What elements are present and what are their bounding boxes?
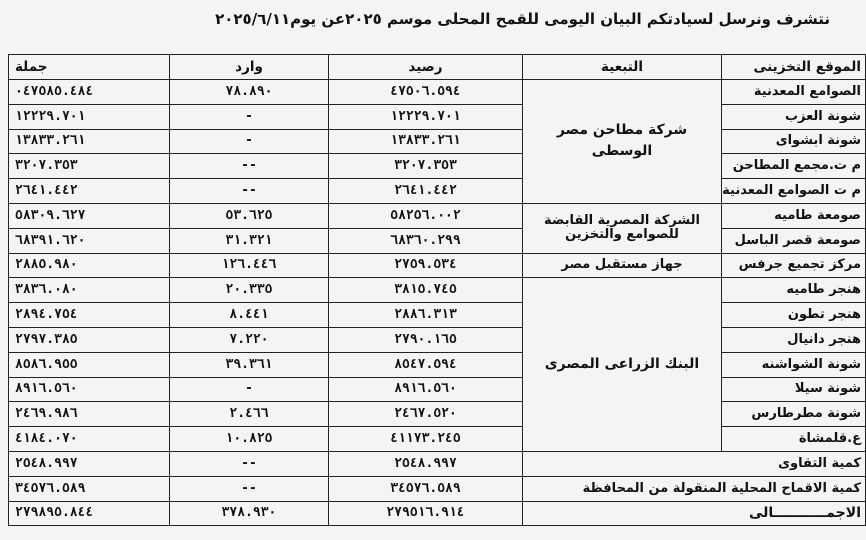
site-cell: شونة الشواشنه	[722, 352, 866, 377]
balance-cell: ٣٤٥٧٦.٥٨٩	[329, 476, 523, 501]
header-total: جملة	[9, 55, 170, 80]
site-cell: صومعة طاميه	[722, 203, 866, 228]
total-cell: ٢٧٩٧.٣٨٥	[9, 327, 170, 352]
header-site: الموقع التخزينى	[722, 55, 866, 80]
header-affiliation: التبعية	[523, 55, 722, 80]
balance-cell: ٢٤٦٧.٥٢٠	[329, 402, 523, 427]
affiliation-cell: جهاز مستقبل مصر	[523, 253, 722, 278]
summary-label: كمية الاقماح المحلية المنقولة من المحافظة	[523, 476, 866, 501]
balance-cell: ٣٨١٥.٧٤٥	[329, 278, 523, 303]
total-cell: ٢٤٦٩.٩٨٦	[9, 402, 170, 427]
total-cell: ٢٦٤١.٤٤٢	[9, 179, 170, 204]
total-cell: ٢٨٨٥.٩٨٠	[9, 253, 170, 278]
table-row	[9, 228, 866, 253]
incoming-cell: ٥٣.٦٢٥	[170, 203, 329, 228]
table-row	[9, 80, 866, 105]
site-cell: مركز تجميع جرفس	[722, 253, 866, 278]
wheat-table	[8, 54, 866, 526]
incoming-cell: --	[170, 179, 329, 204]
incoming-cell: ٣٧٨.٩٣٠	[170, 501, 329, 526]
total-cell: ٢٨٩٤.٧٥٤	[9, 303, 170, 328]
balance-cell: ١٢٢٢٩.٧٠١	[329, 104, 523, 129]
site-cell: م ت الصوامع المعدنية	[722, 179, 866, 204]
affiliation-cell: الشركة المصرية القابضة للصوامع والتخزين	[523, 203, 722, 253]
table-row	[9, 203, 866, 228]
table-row	[9, 303, 866, 328]
site-cell: صومعة قصر الباسل	[722, 228, 866, 253]
table-row	[9, 327, 866, 352]
incoming-cell: ٣١.٣٢١	[170, 228, 329, 253]
table-row	[9, 377, 866, 402]
total-cell: ٢٧٩٨٩٥.٨٤٤	[9, 501, 170, 526]
balance-cell: ٨٥٤٧.٥٩٤	[329, 352, 523, 377]
site-cell: شونة العزب	[722, 104, 866, 129]
total-cell: ٨٥٨٦.٩٥٥	[9, 352, 170, 377]
total-cell: ٦٨٣٩١.٦٢٠	[9, 228, 170, 253]
incoming-cell: ٢٠.٣٣٥	[170, 278, 329, 303]
balance-cell: ٢٧٥٩.٥٣٤	[329, 253, 523, 278]
summary-label: الاجمـــــــــــالى	[523, 501, 866, 526]
site-cell: ع.قلمشاة	[722, 427, 866, 452]
incoming-cell: --	[170, 154, 329, 179]
total-cell: ٢٥٤٨.٩٩٧	[9, 451, 170, 476]
table-row	[9, 104, 866, 129]
incoming-cell: ٨.٤٤١	[170, 303, 329, 328]
header-balance: رصيد	[329, 55, 523, 80]
summary-row-grand-total	[9, 501, 866, 526]
total-cell: ٠٤٧٥٨٥.٤٨٤	[9, 80, 170, 105]
summary-row-seeds	[9, 451, 866, 476]
site-cell: هنجر تطون	[722, 303, 866, 328]
summary-row-transferred	[9, 476, 866, 501]
balance-cell: ٢٦٤١.٤٤٢	[329, 179, 523, 204]
table-row	[9, 402, 866, 427]
incoming-cell: ١٢٦.٤٤٦	[170, 253, 329, 278]
total-cell: ١٢٢٢٩.٧٠١	[9, 104, 170, 129]
table-row	[9, 179, 866, 204]
incoming-cell: -	[170, 377, 329, 402]
affiliation-cell: البنك الزراعى المصرى	[523, 278, 722, 452]
table-row	[9, 427, 866, 452]
balance-cell: ٦٨٣٦٠.٢٩٩	[329, 228, 523, 253]
wheat-table-container	[8, 54, 861, 526]
table-row	[9, 253, 866, 278]
site-cell: هنجر طاميه	[722, 278, 866, 303]
balance-cell: ٢٧٩٥١٦.٩١٤	[329, 501, 523, 526]
balance-cell: ٢٨٨٦.٣١٣	[329, 303, 523, 328]
incoming-cell: -	[170, 104, 329, 129]
total-cell: ٥٨٣٠٩.٦٢٧	[9, 203, 170, 228]
table-row	[9, 352, 866, 377]
header-row	[9, 55, 866, 80]
total-cell: ١٣٨٣٣.٢٦١	[9, 129, 170, 154]
balance-cell: ٨٩١٦.٥٦٠	[329, 377, 523, 402]
balance-cell: ٢٥٤٨.٩٩٧	[329, 451, 523, 476]
incoming-cell: --	[170, 451, 329, 476]
header-incoming: وارد	[170, 55, 329, 80]
incoming-cell: ٢.٤٦٦	[170, 402, 329, 427]
total-cell: ٣٢٠٧.٣٥٣	[9, 154, 170, 179]
total-cell: ٨٩١٦.٥٦٠	[9, 377, 170, 402]
table-row	[9, 278, 866, 303]
total-cell: ٣٤٥٧٦.٥٨٩	[9, 476, 170, 501]
balance-cell: ٤١١٧٣.٢٤٥	[329, 427, 523, 452]
balance-cell: ٣٢٠٧.٣٥٣	[329, 154, 523, 179]
site-cell: الصوامع المعدنية	[722, 80, 866, 105]
incoming-cell: ١٠.٨٢٥	[170, 427, 329, 452]
incoming-cell: --	[170, 476, 329, 501]
document-title: نتشرف ونرسل لسيادتكم البيان اليومى للقمح المحلى موسم ٢٠٢٥عن يوم٢٠٢٥/٦/١١	[215, 10, 830, 28]
balance-cell: ٥٨٢٥٦.٠٠٢	[329, 203, 523, 228]
incoming-cell: -	[170, 129, 329, 154]
balance-cell: ٢٧٩٠.١٦٥	[329, 327, 523, 352]
site-cell: شونة مطرطارس	[722, 402, 866, 427]
total-cell: ٤١٨٤.٠٧٠	[9, 427, 170, 452]
affiliation-cell: شركة مطاحن مصر الوسطى	[523, 80, 722, 204]
balance-cell: ٤٧٥٠٦.٥٩٤	[329, 80, 523, 105]
incoming-cell: ٧.٢٢٠	[170, 327, 329, 352]
incoming-cell: ٣٩.٣٦١	[170, 352, 329, 377]
incoming-cell: ٧٨.٨٩٠	[170, 80, 329, 105]
site-cell: شونة ابشواى	[722, 129, 866, 154]
summary-label: كمية التقاوى	[523, 451, 866, 476]
site-cell: م ت.مجمع المطاحن	[722, 154, 866, 179]
table-row	[9, 154, 866, 179]
site-cell: شونة سيلا	[722, 377, 866, 402]
total-cell: ٣٨٣٦.٠٨٠	[9, 278, 170, 303]
site-cell: هنجر دانيال	[722, 327, 866, 352]
balance-cell: ١٣٨٣٣.٢٦١	[329, 129, 523, 154]
table-row	[9, 129, 866, 154]
